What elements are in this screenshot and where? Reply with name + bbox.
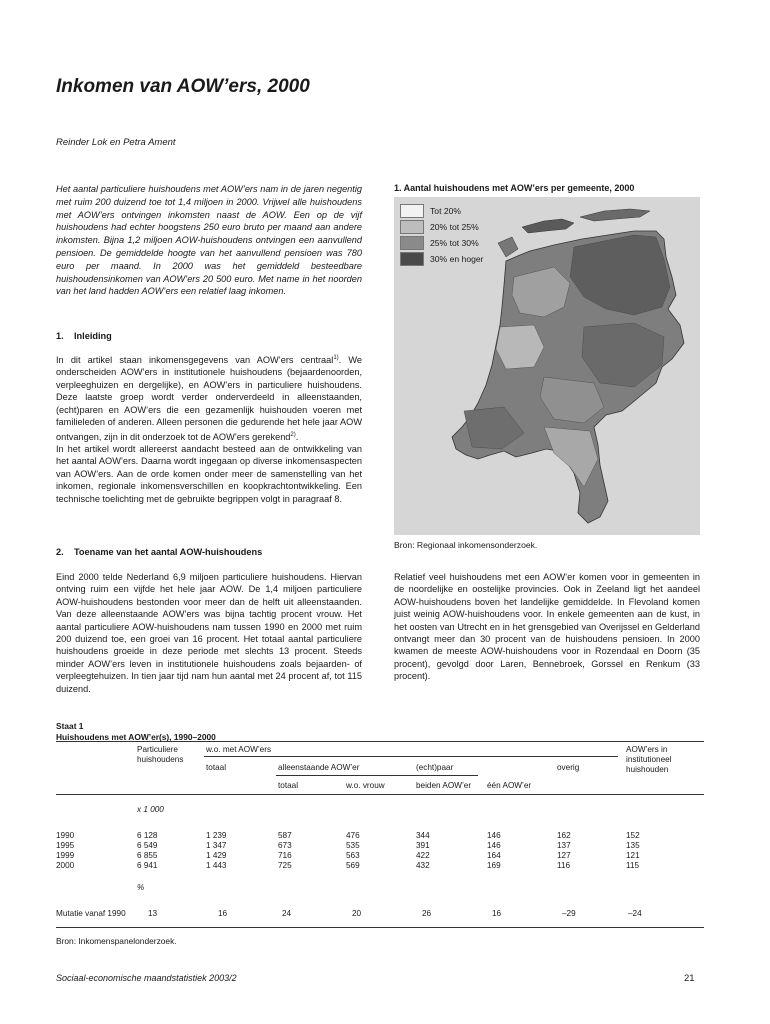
table-rule bbox=[56, 927, 704, 928]
table-cell: 16 bbox=[218, 909, 228, 918]
abstract: Het aantal particuliere huishoudens met AOW’ers nam in de jaren negentig met ruim 200 duizend toe tot 1,4 miljoen in 2000. Vrijwel alle huishoudens met AOW’ers ontvingen inkomsten naast de AOW. Een op de vijf huishoudens had echter hoogstens 250 euro bruto per maand aan andere inkomsten. Bijna 1,2 miljoen AOW-huishoudens ontvingen een aanvullend pensioen. De gemiddelde hoogte van het aanvullend pensioen was 780 euro per maand. In 2000 was het gemiddeld besteedbare huishoudensinkomen van AOW’ers 20 500 euro. Met name in het noorden van het land hadden AOW’ers een relatief laag inkomen. bbox=[56, 184, 362, 297]
section-1-body bbox=[56, 352, 362, 505]
paragraph: In het artikel wordt allereerst aandacht besteed aan de ontwikkeling van het aantal AOW’ers. Daarna wordt ingegaan op diverse inkomensaspecten van AOW’ers. Aan de orde komen onder meer de samenstelling van het inkomen, regionale inkomensverschillen en koopkrachtontwikkeling. Een technische toelichting met de gebruikte begrippen volgt in paragraaf 8. bbox=[56, 443, 362, 504]
legend-label: 20% tot 25% bbox=[430, 222, 479, 232]
col-header-institutioneel: AOW’ers in institutioneel huishouden bbox=[626, 745, 672, 774]
table-cell: 535 bbox=[346, 841, 360, 850]
table-cell: 6 855 bbox=[137, 851, 158, 860]
table-cell: 115 bbox=[626, 861, 640, 870]
legend-item bbox=[400, 203, 484, 219]
legend-item bbox=[400, 251, 484, 267]
legend-swatch bbox=[400, 252, 424, 266]
col-header-sub-vrouw: w.o. vrouw bbox=[346, 781, 385, 790]
unit-label: % bbox=[137, 883, 145, 892]
table-cell: 391 bbox=[416, 841, 430, 850]
section-2-heading bbox=[56, 547, 262, 557]
col-header-alleenstaande: alleenstaande AOW’er bbox=[278, 763, 360, 772]
table-cell: 164 bbox=[487, 851, 501, 860]
journal-footer: Sociaal-economische maandstatistiek 2003/2 bbox=[56, 973, 237, 983]
text-run: . We onderscheiden AOW’ers in institutionele huishoudens (bejaardenoorden, verpleeghuizen en dergelijke), en AOW’ers in particuliere huishoudens. Deze laatste groep wordt verder onderverdeeld in alleenstaanden, (echt)paren en AOW’ers die een gezamenlijk huishouden voeren met familieleden of anderen. Alleen personen die gedurende het hele jaar AOW ontvangen, zijn in dit onderzoek tot de AOW’ers gerekend bbox=[56, 355, 362, 442]
col-header-overig: overig bbox=[557, 763, 580, 772]
table-cell: –29 bbox=[562, 909, 576, 918]
table-cell: 24 bbox=[282, 909, 292, 918]
table-cell: 146 bbox=[487, 831, 501, 840]
table-cell: 673 bbox=[278, 841, 292, 850]
row-label: Mutatie vanaf 1990 bbox=[56, 909, 126, 918]
table-cell: 137 bbox=[557, 841, 571, 850]
col-header-sub-beiden: beiden AOW’er bbox=[416, 781, 472, 790]
col-header-wo: w.o. met AOW’ers bbox=[206, 745, 272, 754]
table-rule bbox=[204, 756, 618, 757]
table-cell: 716 bbox=[278, 851, 292, 860]
table-cell: 162 bbox=[557, 831, 571, 840]
table-cell: 13 bbox=[148, 909, 158, 918]
table-title: Huishoudens met AOW’er(s), 1990–2000 bbox=[56, 732, 216, 742]
table-cell: 476 bbox=[346, 831, 360, 840]
section-title: Toename van het aantal AOW-huishoudens bbox=[74, 547, 263, 557]
table-cell: 146 bbox=[487, 841, 501, 850]
wadden-islands bbox=[522, 219, 574, 233]
figure-source: Bron: Regionaal inkomensonderzoek. bbox=[394, 540, 538, 550]
text-run: . bbox=[295, 431, 299, 442]
section-number: 1. bbox=[56, 331, 64, 341]
table-cell: 16 bbox=[492, 909, 502, 918]
footnote-ref: 1) bbox=[333, 355, 339, 361]
table-source: Bron: Inkomenspanelonderzoek. bbox=[56, 936, 177, 946]
legend-swatch bbox=[400, 204, 424, 218]
table-label: Staat 1 bbox=[56, 721, 84, 731]
col-header-echtpaar: (echt)paar bbox=[416, 763, 454, 772]
legend-label: 25% tot 30% bbox=[430, 238, 479, 248]
table-cell: 563 bbox=[346, 851, 360, 860]
table-cell: 6 128 bbox=[137, 831, 158, 840]
table-rule bbox=[56, 794, 704, 795]
row-year: 1990 bbox=[56, 831, 75, 840]
legend-swatch bbox=[400, 220, 424, 234]
row-year: 1995 bbox=[56, 841, 75, 850]
legend-label: 30% en hoger bbox=[430, 254, 484, 264]
table-cell: 432 bbox=[416, 861, 430, 870]
paragraph bbox=[56, 352, 362, 443]
row-year: 1999 bbox=[56, 851, 75, 860]
row-year: 2000 bbox=[56, 861, 75, 870]
map-legend bbox=[400, 203, 484, 267]
col-header-totaal: totaal bbox=[206, 763, 227, 772]
page-number: 21 bbox=[684, 973, 695, 984]
section-1-heading bbox=[56, 331, 112, 341]
legend-item bbox=[400, 235, 484, 251]
table-cell: 20 bbox=[352, 909, 362, 918]
table-rule bbox=[56, 741, 704, 742]
table-cell: 169 bbox=[487, 861, 501, 870]
table-cell: –24 bbox=[628, 909, 642, 918]
table-cell: 1 239 bbox=[206, 831, 227, 840]
table-cell: 587 bbox=[278, 831, 292, 840]
table-cell: 135 bbox=[626, 841, 640, 850]
table-cell: 116 bbox=[557, 861, 571, 870]
legend-swatch bbox=[400, 236, 424, 250]
wadden-islands bbox=[580, 209, 650, 221]
unit-label: x 1 000 bbox=[137, 805, 164, 814]
table-cell: 6 549 bbox=[137, 841, 158, 850]
table-cell: 6 941 bbox=[137, 861, 158, 870]
col-header-particuliere: Particuliere huishoudens bbox=[137, 745, 184, 764]
table-cell: 344 bbox=[416, 831, 430, 840]
section-number: 2. bbox=[56, 547, 64, 557]
table-cell: 152 bbox=[626, 831, 640, 840]
table-cell: 1 429 bbox=[206, 851, 227, 860]
table-cell: 725 bbox=[278, 861, 292, 870]
table-cell: 569 bbox=[346, 861, 360, 870]
authors: Reinder Lok en Petra Ament bbox=[56, 137, 176, 148]
footnote-ref: 2) bbox=[290, 431, 296, 438]
table-cell: 1 347 bbox=[206, 841, 227, 850]
table-caption bbox=[56, 721, 216, 743]
col-header-sub-een: één AOW’er bbox=[487, 781, 532, 790]
table-cell: 1 443 bbox=[206, 861, 227, 870]
texel-island bbox=[498, 237, 518, 257]
section-2-body-left: Eind 2000 telde Nederland 6,9 miljoen particuliere huishoudens. Hiervan ontving ruim een vijfde het hele jaar AOW. De 1,4 miljoen particuliere AOW-huishoudens bestonden voor meer dan de helft uit alleenstaanden. Van deze alleenstaande AOW’ers was bijna tachtig procent vrouw. Het aantal particuliere AOW-huishoudens nam tussen 1990 en 2000 met ruim 200 duizend toe, een groei van 16 procent. Het totaal aantal particuliere huishoudens groeide in deze periode met slechts 13 procent. Steeds minder AOW’ers leven in institutionele huishoudens zoals bejaarden- of verpleegtehuizen. In tien jaar tijd nam hun aantal met 24 procent af, tot 115 duizend. bbox=[56, 572, 362, 694]
legend-label: Tot 20% bbox=[430, 206, 462, 216]
section-title: Inleiding bbox=[74, 331, 112, 341]
table-rule bbox=[276, 775, 478, 776]
col-header-sub-totaal: totaal bbox=[278, 781, 299, 790]
table-cell: 26 bbox=[422, 909, 432, 918]
text-run: In dit artikel staan inkomensgegevens van AOW’ers centraal bbox=[56, 355, 334, 366]
table-cell: 422 bbox=[416, 851, 430, 860]
figure-title: 1. Aantal huishoudens met AOW’ers per gemeente, 2000 bbox=[394, 183, 635, 193]
legend-item bbox=[400, 219, 484, 235]
table-cell: 121 bbox=[626, 851, 640, 860]
section-2-body-right: Relatief veel huishoudens met een AOW’er komen voor in gemeenten in de noordelijke en oostelijke provincies. Ook in Zeeland ligt het aandeel AOW-huishoudens boven het landelijke gemiddelde. In Flevoland komen juist weinig AOW-huishoudens voor. In enkele gemeenten aan de kust, in het oosten van Utrecht en in het grensgebied van Overijssel en Gelderland ontvangt meer dan 30 procent van de huishoudens pensioen. In 2000 kwamen de meeste AOW-huishoudens voor in Rozendaal en Doorn (35 procent), gevolgd door Laren, Bennebroek, Gorssel en Renkum (33 procent). bbox=[394, 572, 700, 682]
table-cell: 127 bbox=[557, 851, 571, 860]
article-title: Inkomen van AOW’ers, 2000 bbox=[56, 76, 310, 97]
